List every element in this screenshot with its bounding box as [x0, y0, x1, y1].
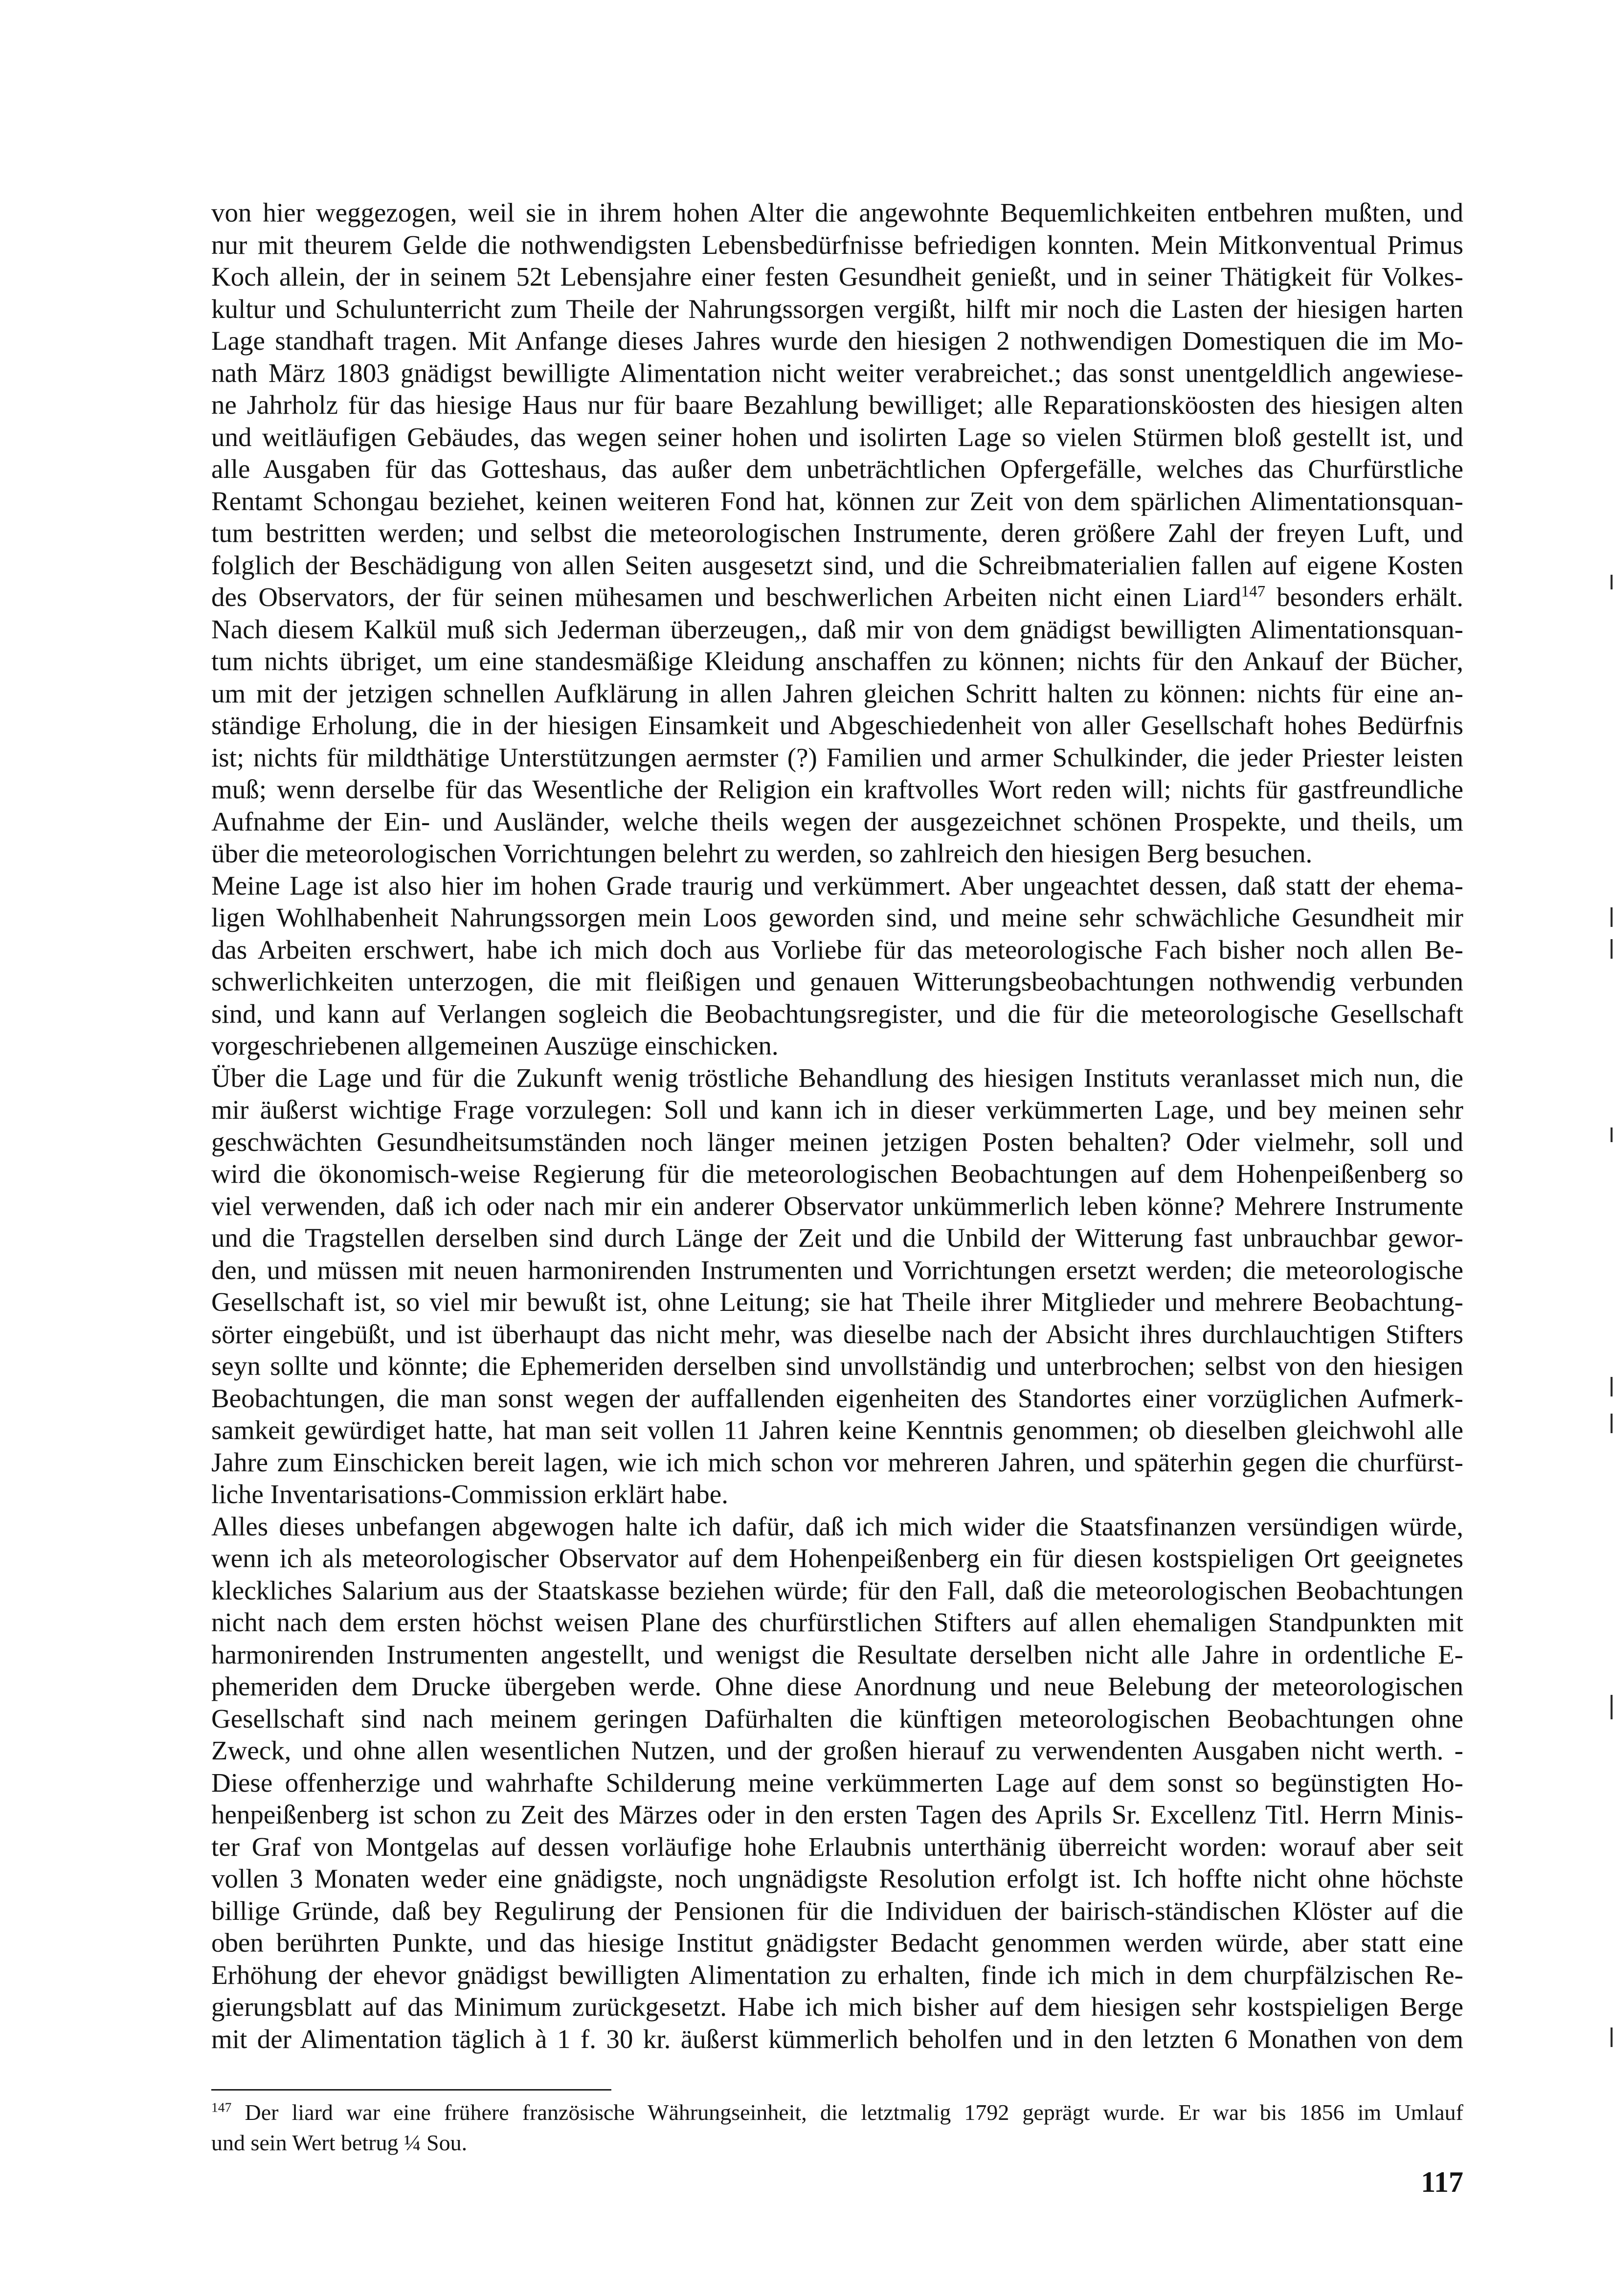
text-line: ständige Erholung, die in der hiesigen Einsamkeit und Abgeschiedenheit von aller Gesellschaft hohes Bedürfnis: [211, 710, 1463, 740]
text-line: phemeriden dem Drucke übergeben werde. Ohne diese Anordnung und neue Belebung der meteorologischen: [211, 1671, 1463, 1701]
text-line: Aufnahme der Ein- und Ausländer, welche theils wegen der ausgezeichnet schönen Prospekte, und theils, um: [211, 806, 1463, 836]
scan-artifact: [1611, 1695, 1613, 1719]
text-line: ist; nichts für mildthätige Unterstützungen aermster (?) Familien und armer Schulkinder, die jeder Priester leisten: [211, 742, 1463, 772]
text-line: nur mit theurem Gelde die nothwendigsten Lebensbedürfnisse befriedigen konnten. Mein Mitkonventual Primus: [211, 229, 1463, 260]
text-line: Zweck, und ohne allen wesentlichen Nutzen, und der großen hierauf zu verwendenten Ausgaben nicht werth. -: [211, 1735, 1463, 1765]
scan-artifact: [1611, 907, 1613, 927]
scan-artifact: [1611, 2027, 1613, 2047]
text-line: Diese offenherzige und wahrhafte Schilderung meine verkümmerten Lage auf dem sonst so begünstigten Ho-: [211, 1767, 1463, 1798]
text-line: Koch allein, der in seinem 52t Lebensjahre einer festen Gesundheit genießt, und in seiner Thätigkeit für Volkes-: [211, 262, 1463, 292]
text-line: Beobachtungen, die man sonst wegen der auffallenden eigenheiten des Standortes einer vorzüglichen Aufmerk-: [211, 1383, 1463, 1413]
text-line: vorgeschriebenen allgemeinen Auszüge einschicken.: [211, 1031, 779, 1060]
text-line: Lage standhaft tragen. Mit Anfange dieses Jahres wurde den hiesigen 2 nothwendigen Domestiquen die im Mo-: [211, 326, 1463, 356]
text-line: von hier weggezogen, weil sie in ihrem hohen Alter die angewohnte Bequemlichkeiten entbehren mußten, und: [211, 198, 1463, 227]
text-line: harmonirenden Instrumenten angestellt, und wenigst die Resultate derselben nicht alle Jahre in ordentliche E-: [211, 1639, 1463, 1669]
text-line: ter Graf von Montgelas auf dessen vorläufige hohe Erlaubnis unterthänig überreicht worden: worauf aber seit: [211, 1831, 1463, 1862]
body-text: [211, 197, 1463, 2055]
text-line: Gesellschaft ist, so viel mir bewußt ist, ohne Leitung; sie hat Theile ihrer Mitglieder und mehrere Beobachtung-: [211, 1287, 1463, 1317]
footnote: [211, 2097, 1463, 2158]
scan-artifact: [1611, 1414, 1613, 1433]
page-number: 117: [1421, 2166, 1463, 2198]
text-line: viel verwenden, daß ich oder nach mir ein anderer Observator unkümmerlich leben könne? Mehrere Instrumente: [211, 1191, 1463, 1221]
scan-artifact: [1611, 939, 1613, 959]
text-line: kleckliches Salarium aus der Staatskasse beziehen würde; für den Fall, daß die meteorologischen Beobachtungen: [211, 1575, 1463, 1605]
text-line: ligen Wohlhabenheit Nahrungssorgen mein Loos geworden sind, und meine sehr schwächliche Gesundheit mir: [211, 902, 1463, 932]
text-line: wird die ökonomisch-weise Regierung für die meteorologischen Beobachtungen auf dem Hohenpeißenberg so: [211, 1159, 1463, 1189]
text-line: Rentamt Schongau beziehet, keinen weiteren Fond hat, können zur Zeit von dem spärlichen Alimentationsquan-: [211, 486, 1463, 516]
text-line: seyn sollte und könnte; die Ephemeriden derselben sind unvollständig und unterbrochen; selbst von den hiesigen: [211, 1351, 1463, 1381]
footnote-divider: [211, 2089, 611, 2091]
text-line: Alles dieses unbefangen abgewogen halte ich dafür, daß ich mich wider die Staatsfinanzen versündigen würde,: [211, 1511, 1463, 1541]
footnote-line: und sein Wert betrug ¼ Sou.: [211, 2130, 468, 2155]
text-line: folglich der Beschädigung von allen Seiten ausgesetzt sind, und die Schreibmaterialien fallen auf eigene Kosten: [211, 550, 1463, 580]
footnote-line: [211, 2097, 1463, 2128]
text-segment: des Observators, der für seinen mühesamen und beschwerlichen Arbeiten nicht einen Liard: [211, 582, 1241, 612]
text-line: nath März 1803 gnädigst bewilligte Alimentation nicht weiter verabreichet.; das sonst unentgeldlich angewiese-: [211, 358, 1463, 388]
text-line: billige Gründe, daß bey Regulirung der Pensionen für die Individuen der bairisch-ständischen Klöster auf die: [211, 1895, 1463, 1926]
text-line: Jahre zum Einschicken bereit lagen, wie ich mich schon vor mehreren Jahren, und späterhin gegen die churfürst-: [211, 1447, 1463, 1477]
text-line: geschwächten Gesundheitsumständen noch länger meinen jetzigen Posten behalten? Oder vielmehr, soll und: [211, 1126, 1463, 1157]
text-line: den, und müssen mit neuen harmonirenden Instrumenten und Vorrichtungen ersetzt werden; die meteorologische: [211, 1255, 1463, 1285]
text-line: wenn ich als meteorologischer Observator auf dem Hohenpeißenberg ein für diesen kostspieligen Ort geeignetes: [211, 1543, 1463, 1573]
text-line: schwerlichkeiten unterzogen, die mit fleißigen und genauen Witterungsbeobachtungen nothwendig verbunden: [211, 967, 1463, 996]
text-line: muß; wenn derselbe für das Wesentliche der Religion ein kraftvolles Wort reden will; nichts für gastfreundliche: [211, 774, 1463, 804]
text-line: Erhöhung der ehevor gnädigst bewilligten Alimentation zu erhalten, finde ich mich in dem churpfälzischen Re-: [211, 1959, 1463, 1990]
text-line: oben berührten Punkte, und das hiesige Institut gnädigster Bedacht genommen werden würde, aber statt eine: [211, 1928, 1463, 1958]
footnote-ref: 147: [1241, 583, 1266, 601]
text-line: kultur und Schulunterricht zum Theile der Nahrungssorgen vergißt, hilft mir noch die Lasten der hiesigen harten: [211, 293, 1463, 324]
text-segment: besonders erhält.: [1265, 582, 1463, 612]
scan-artifact: [1611, 1377, 1613, 1396]
text-line: samkeit gewürdiget hatte, hat man seit vollen 11 Jahren keine Kenntnis genommen; ob dieselben gleichwohl alle: [211, 1415, 1463, 1445]
text-line: Nach diesem Kalkül muß sich Jederman überzeugen,, daß mir von dem gnädigst bewilligten Alimentationsquan-: [211, 614, 1463, 644]
text-line: liche Inventarisations-Commission erklärt habe.: [211, 1479, 728, 1509]
text-line: um mit der jetzigen schnellen Aufklärung in allen Jahren gleichen Schritt halten zu können: nichts für eine an-: [211, 678, 1463, 708]
scan-artifact: [1611, 1127, 1613, 1142]
text-line: ne Jahrholz für das hiesige Haus nur für baare Bezahlung bewilliget; alle Reparationsköosten des hiesigen alten: [211, 390, 1463, 420]
text-line-with-footnote-ref: [211, 581, 1463, 613]
text-line: mit der Alimentation täglich à 1 f. 30 kr. äußerst kümmerlich beholfen und in den letzten 6 Monathen von dem: [211, 2024, 1463, 2054]
text-line: nicht nach dem ersten höchst weisen Plane des churfürstlichen Stifters auf allen ehemaligen Standpunkten mit: [211, 1607, 1463, 1637]
text-line: Meine Lage ist also hier im hohen Grade traurig und verkümmert. Aber ungeachtet dessen, daß statt der ehema-: [211, 870, 1463, 900]
text-line: sörter eingebüßt, und ist überhaupt das nicht mehr, was dieselbe nach der Absicht ihres durchlauchtigen Stifters: [211, 1319, 1463, 1349]
footnote-number: 147: [211, 2099, 232, 2115]
text-line: Gesellschaft sind nach meinem geringen Dafürhalten die künftigen meteorologischen Beobachtungen ohne: [211, 1703, 1463, 1733]
text-line: sind, und kann auf Verlangen sogleich die Beobachtungsregister, und die für die meteorologische Gesellschaft: [211, 998, 1463, 1029]
text-line: Über die Lage und für die Zukunft wenig tröstliche Behandlung des hiesigen Instituts veranlasset mich nun, die: [211, 1062, 1463, 1093]
text-line: mir äußerst wichtige Frage vorzulegen: Soll und kann ich in dieser verkümmerten Lage, und bey meinen sehr: [211, 1095, 1463, 1125]
text-line: alle Ausgaben für das Gotteshaus, das außer dem unbeträchtlichen Opfergefälle, welches das Churfürstliche: [211, 454, 1463, 484]
scan-artifact: [1611, 575, 1613, 589]
text-line: tum bestritten werden; und selbst die meteorologischen Instrumente, deren größere Zahl der freyen Luft, und: [211, 518, 1463, 548]
text-line: über die meteorologischen Vorrichtungen belehrt zu werden, so zahlreich den hiesigen Berg besuchen.: [211, 838, 1313, 868]
text-line: gierungsblatt auf das Minimum zurückgesetzt. Habe ich mich bisher auf dem hiesigen sehr kostspieligen Berge: [211, 1992, 1463, 2022]
text-line: und die Tragstellen derselben sind durch Länge der Zeit und die Unbild der Witterung fast unbrauchbar gewor-: [211, 1223, 1463, 1253]
text-line: das Arbeiten erschwert, habe ich mich doch aus Vorliebe für das meteorologische Fach bisher noch allen Be-: [211, 934, 1463, 965]
text-line: und weitläufigen Gebäudes, das wegen seiner hohen und isolirten Lage so vielen Stürmen bloß gestellt ist, und: [211, 422, 1463, 452]
text-line: vollen 3 Monaten weder eine gnädigste, noch ungnädigste Resolution erfolgt ist. Ich hoffte nicht ohne höchste: [211, 1864, 1463, 1893]
footnote-text: Der liard war eine frühere französische Währungseinheit, die letztmalig 1792 geprägt wurde. Er war bis 1856 im Umlauf: [231, 2100, 1463, 2125]
text-line: henpeißenberg ist schon zu Zeit des Märzes oder in den ersten Tagen des Aprils Sr. Excellenz Titl. Herrn Minis-: [211, 1800, 1463, 1829]
text-line: tum nichts übriget, um eine standesmäßige Kleidung anschaffen zu können; nichts für den Ankauf der Bücher,: [211, 646, 1463, 676]
